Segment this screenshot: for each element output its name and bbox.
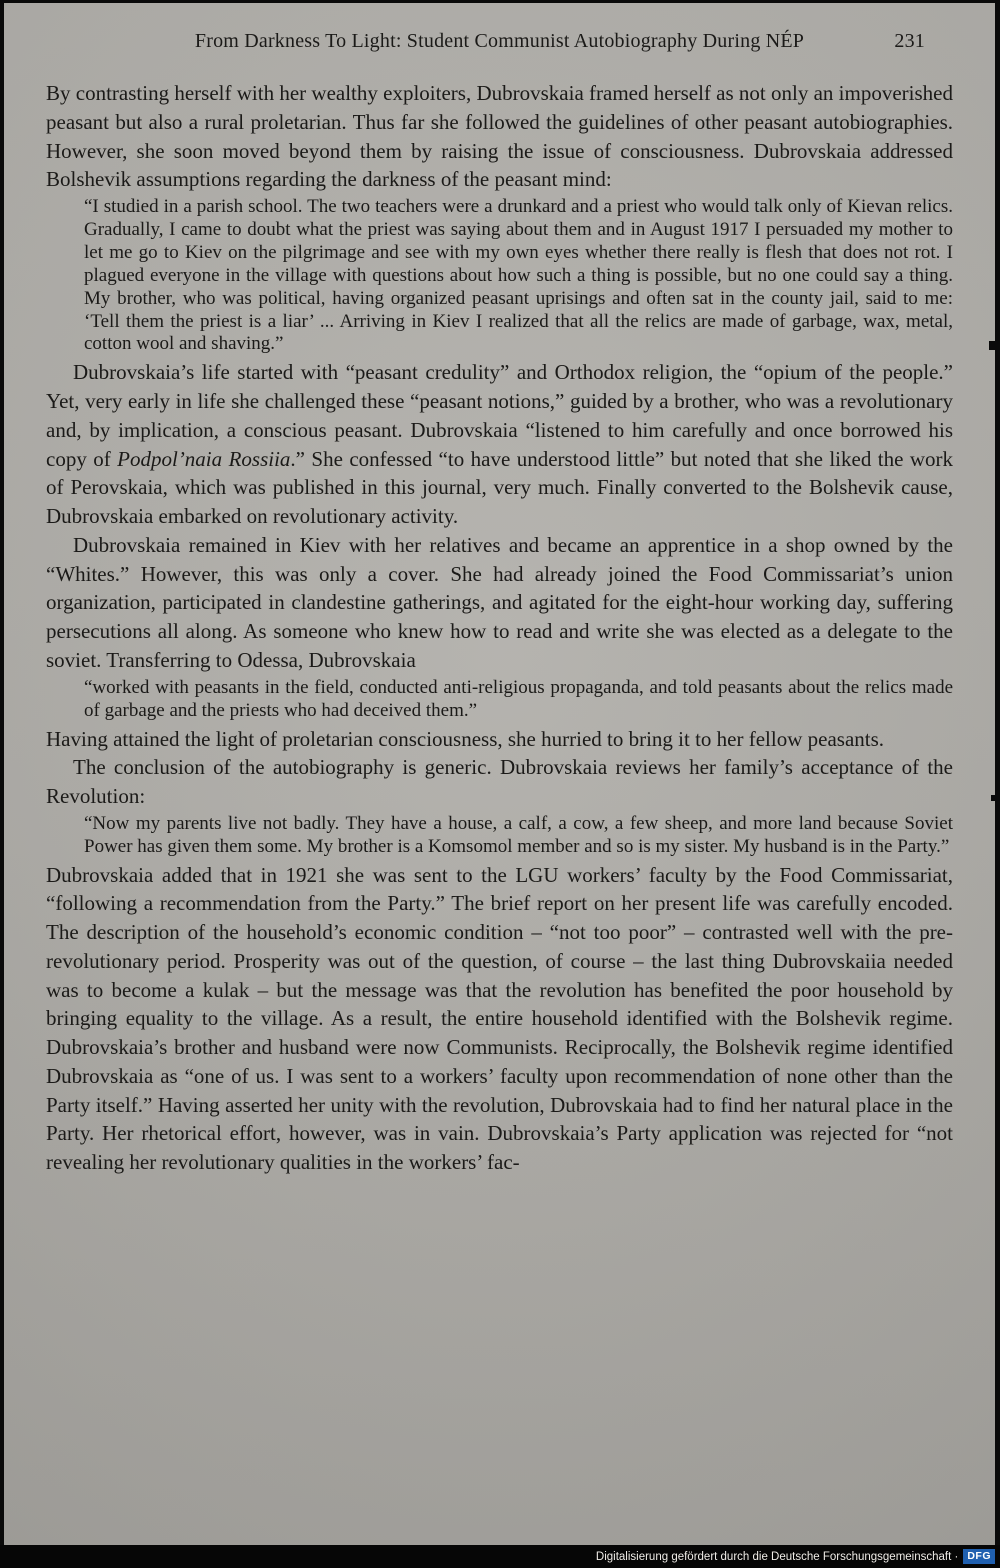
blockquote-parish-school: “I studied in a parish school. The two teachers were a drunkard and a priest who would talk only of Kievan relics. Gradually, I came to doubt what the priest was saying about them and in August 1917 I persuaded my mother to let me go to Kiev on the pilgrimage and see with my own eyes whether there really is flesh that does not rot. I plagued everyone in the village with questions about how such a thing is possible, but no one could say a thing. My brother, who was political, having organized peasant uprisings and often sat in the county jail, said to me: ‘Tell them the priest is a liar’ ... Arriving in Kiev I realized that all the relics are made of garbage, wax, metal, cotton wool and shaving.” xyxy=(84,196,953,355)
journal-title-italic: Podpol’naia Rossiia xyxy=(117,446,291,471)
scan-artifact xyxy=(989,341,995,350)
paragraph-peasant-credulity-text: Dubrovskaia’s life started with “peasant credulity” and Orthodox religion, the “opium of the people.” Yet, very early in life she challenged these “peasant notions,” guided by a brother, who was a revolutionary and, by implication, a conscious peasant. Dubrovskaia “listened to him carefully and once borrowed his copy of xyxy=(46,360,953,471)
paragraph-kiev-apprentice: Dubrovskaia remained in Kiev with her relatives and became an apprentice in a shop owned by the “Whites.” However, this was only a cover. She had already joined the Food Commissariat’s union organization, participated in clandestine gatherings, and agitated for the eight-hour working day, suffering persecutions all along. As someone who knew how to read and write she was elected as a delegate to the soviet. Transferring to Odessa, Dubrovskaia xyxy=(46,532,953,672)
page-body-text xyxy=(46,79,953,1177)
paragraph-intro: By contrasting herself with her wealthy exploiters, Dubrovskaia framed herself as not only an impoverished peasant but also a rural proletarian. Thus far she followed the guidelines of other peasant autobiographies. However, she soon moved beyond them by raising the issue of consciousness. Dubrovskaia addressed Bolshevik assumptions regarding the darkness of the peasant mind: xyxy=(46,81,953,192)
digitization-footer xyxy=(0,1545,1000,1568)
blockquote-worked-with-peasants: “worked with peasants in the field, conducted anti-religious propaganda, and told peasants about the relics made of garbage and the priests who had deceived them.” xyxy=(84,676,953,721)
digitization-credit: Digitalisierung gefördert durch die Deutsche Forschungsgemeinschaft · xyxy=(595,1550,959,1563)
paragraph-proletarian-light: Having attained the light of proletarian consciousness, she hurried to bring it to her fellow peasants. xyxy=(46,726,885,751)
paragraph-peasant-credulity xyxy=(46,358,953,531)
scanned-page xyxy=(4,3,995,1545)
scan-artifact xyxy=(991,795,995,801)
dfg-logo: DFG xyxy=(963,1549,995,1564)
running-title: From Darkness To Light: Student Communist Autobiography During NÉP xyxy=(194,30,805,52)
paragraph-conclusion-generic: The conclusion of the autobiography is generic. Dubrovskaia reviews her family’s acceptance of the Revolution: xyxy=(46,755,953,809)
page-header xyxy=(46,30,953,53)
blockquote-parents-live: “Now my parents live not badly. They have a house, a calf, a cow, a few sheep, and more land because Soviet Power has given them some. My brother is a Komsomol member and so is my sister. My husband is in the Party.” xyxy=(84,812,953,857)
page-number: 231 xyxy=(894,30,925,52)
paragraph-peasant-credulity-cont: .” She confessed “to have understood little” but noted that she liked the work of Perovskaia, which was published in this journal, very much. Finally converted to the Bolshevik cause, Dubrovskaia embarked on revolutionary activity. xyxy=(46,446,953,529)
paragraph-lgu-faculty: Dubrovskaia added that in 1921 she was sent to the LGU workers’ faculty by the Food Commissariat, “following a recommendation from the Party.” The brief report on her present life was carefully encoded. The description of the household’s economic condition – “not too poor” – contrasted well with the pre-revolutionary period. Prosperity was out of the question, of course – the last thing Dubrovskaiia needed was to become a kulak – but the message was that the revolution has benefited the poor household by bringing equality to the village. As a result, the entire household identified with the Bolshevik regime. Dubrovskaia’s brother and husband were now Communists. Reciprocally, the Bolshevik regime identified Dubrovskaia as “one of us. I was sent to a workers’ faculty upon recommendation of none other than the Party itself.” Having asserted her unity with the revolution, Dubrovskaia had to find her natural place in the Party. Her rhetorical effort, however, was in vain. Dubrovskaia’s Party application was rejected for “not revealing her revolutionary qualities in the workers’ fac- xyxy=(46,862,953,1175)
